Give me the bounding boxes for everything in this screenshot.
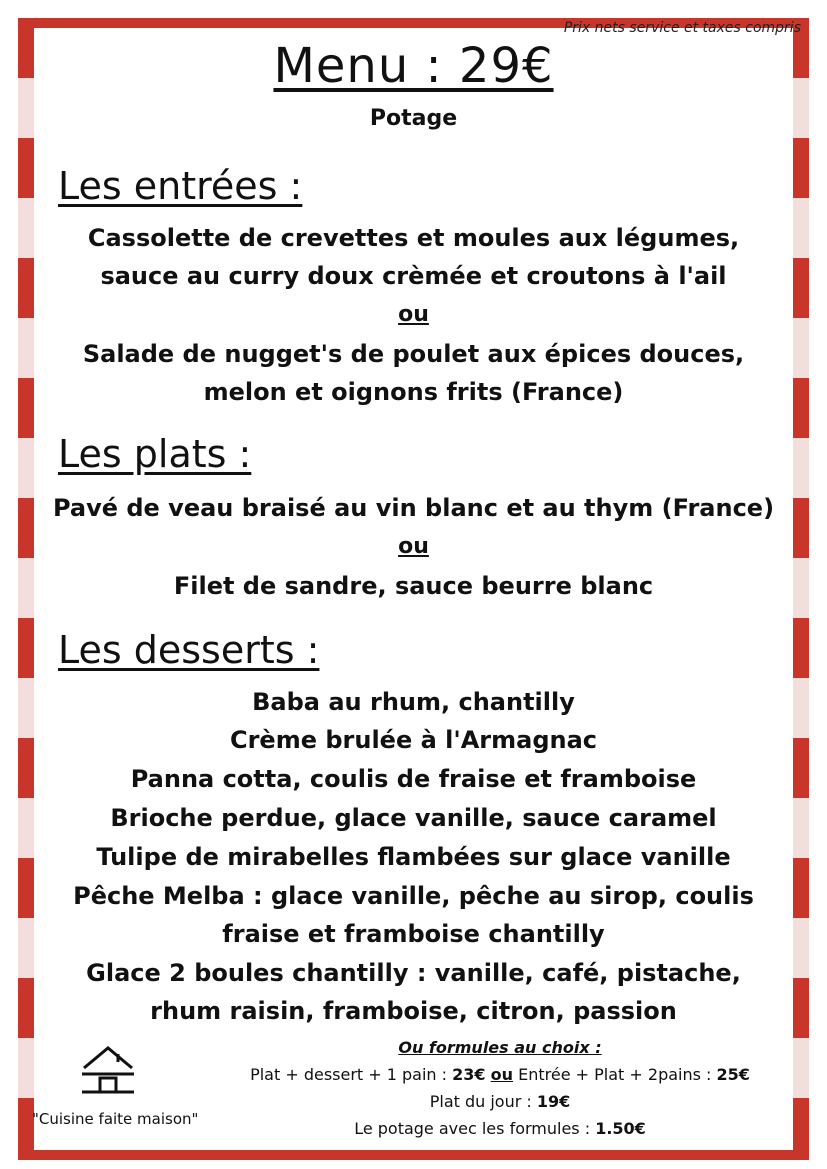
dessert-line: Glace 2 boules chantilly : vanille, café, pistache, [86,959,741,987]
formule-line: Le potage avec les formules : 1.50€ [354,1119,646,1138]
formule-line: Plat + dessert + 1 pain : 23€ ou Entrée + Plat + 2pains : 25€ [250,1065,750,1084]
price-note: Prix nets service et taxes compris [563,20,801,36]
dessert-line: fraise et framboise chantilly [222,920,605,948]
plat-line: Filet de sandre, sauce beurre blanc [173,572,654,600]
dessert-line: Baba au rhum, chantilly [252,688,575,716]
formules-block [210,1034,790,1142]
dessert-line: Panna cotta, coulis de fraise et framboise [130,765,697,793]
menu-title: Menu : 29€ [273,38,554,94]
entree-line: melon et oignons frits (France) [203,378,624,406]
section-title-entrees: Les entrées : [58,164,303,208]
entree-line: Cassolette de crevettes et moules aux légumes, [87,224,740,252]
formule-line: Plat du jour : 19€ [429,1092,571,1111]
section-title-plats: Les plats : [58,432,252,476]
section-title-desserts: Les desserts : [58,628,320,672]
potage-line: Potage [369,106,458,131]
dessert-line: Tulipe de mirabelles flambées sur glace vanille [96,843,731,871]
house-icon [78,1044,138,1096]
or-separator: ou [398,302,429,327]
entree-line: sauce au curry doux crèmée et croutons à l'ail [100,262,727,290]
entree-line: Salade de nugget's de poulet aux épices douces, [82,340,745,368]
formules-heading: Ou formules au choix : [398,1038,602,1057]
dessert-line: Pêche Melba : glace vanille, pêche au sirop, coulis [73,882,754,910]
dessert-line: rhum raisin, framboise, citron, passion [150,997,677,1025]
dessert-line: Crème brulée à l'Armagnac [229,726,598,754]
logo-caption: "Cuisine faite maison" [32,1110,199,1128]
plat-line: Pavé de veau braisé au vin blanc et au thym (France) [52,494,775,522]
dessert-line: Brioche perdue, glace vanille, sauce caramel [110,804,717,832]
or-separator: ou [398,534,429,559]
